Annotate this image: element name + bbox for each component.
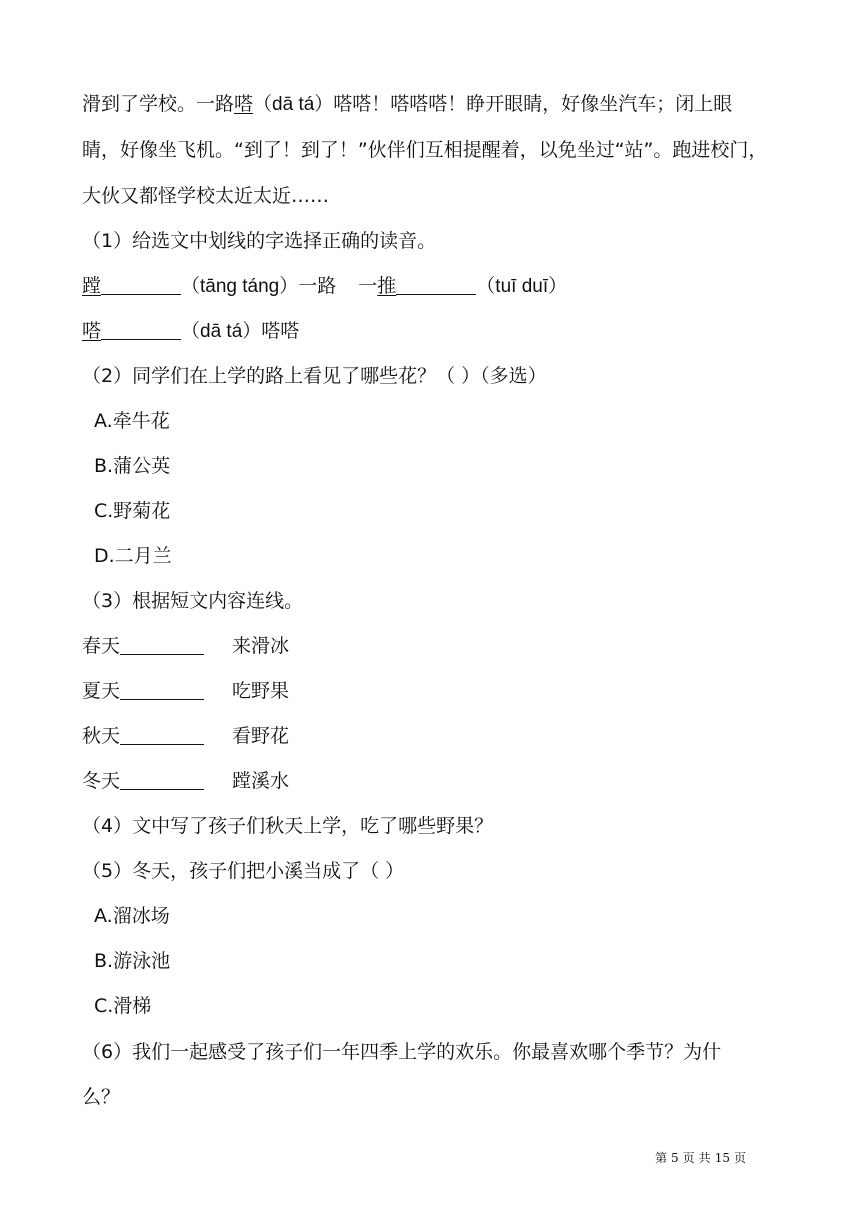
matching-row xyxy=(82,679,289,703)
answer-blank[interactable] xyxy=(101,276,181,295)
option-c[interactable]: C.野菊花 xyxy=(94,500,171,522)
matching-line[interactable] xyxy=(120,771,204,790)
matching-row xyxy=(82,634,289,658)
underlined-char: 推 xyxy=(377,275,397,297)
option-b[interactable]: B.蒲公英 xyxy=(94,455,171,477)
passage-line-2: 睛，好像坐飞机。“到了！到了！”伙伴们互相提醒着，以免坐过“站”。跑进校门， xyxy=(82,139,768,161)
page-number: 5 xyxy=(671,1151,679,1165)
footer-text: 页 xyxy=(682,1151,695,1165)
option-c[interactable]: C.滑梯 xyxy=(94,995,152,1017)
season-label: 春天 xyxy=(82,635,121,657)
question-5-title: （5）冬天，孩子们把小溪当成了（ ） xyxy=(82,860,405,882)
question-6-line-2: 么？ xyxy=(82,1086,121,1108)
season-label: 夏天 xyxy=(82,680,121,702)
underlined-char: 嗒 xyxy=(234,93,254,115)
question-3-title: （3）根据短文内容连线。 xyxy=(82,590,304,612)
pinyin-options: （dā tá）嗒嗒 xyxy=(181,321,300,342)
matching-row xyxy=(82,724,289,748)
activity-label: 蹚溪水 xyxy=(232,770,290,792)
pinyin-options: （tāng táng）一路 xyxy=(181,276,337,297)
season-label: 冬天 xyxy=(82,770,121,792)
option-a[interactable]: A.溜冰场 xyxy=(94,905,170,927)
question-2-title: （2）同学们在上学的路上看见了哪些花？（ ）（多选） xyxy=(82,365,547,387)
passage-line-1 xyxy=(82,92,732,117)
option-a[interactable]: A.牵牛花 xyxy=(94,410,170,432)
underlined-char: 嗒 xyxy=(82,320,102,342)
matching-row xyxy=(82,769,289,793)
prefix-text: 一 xyxy=(358,275,378,297)
passage-line-3: 大伙又都怪学校太近太近…… xyxy=(82,185,330,207)
underlined-char: 蹚 xyxy=(82,275,102,297)
question-1-row-2 xyxy=(82,319,299,344)
activity-label: 看野花 xyxy=(232,725,290,747)
footer-text: 共 xyxy=(698,1151,711,1165)
matching-line[interactable] xyxy=(120,681,204,700)
season-label: 秋天 xyxy=(82,725,121,747)
passage-text: （dā tá）嗒嗒！嗒嗒嗒！睁开眼睛，好像坐汽车；闭上眼 xyxy=(253,94,733,115)
activity-label: 来滑冰 xyxy=(232,635,290,657)
passage-text: 滑到了学校。一路 xyxy=(82,93,235,115)
question-4-title: （4）文中写了孩子们秋天上学，吃了哪些野果？ xyxy=(82,815,494,837)
answer-blank[interactable] xyxy=(396,276,476,295)
question-1-title: （1）给选文中划线的字选择正确的读音。 xyxy=(82,230,437,252)
question-1-row-1 xyxy=(82,274,567,299)
option-d[interactable]: D.二月兰 xyxy=(94,545,172,567)
question-6-line-1: （6）我们一起感受了孩子们一年四季上学的欢乐。你最喜欢哪个季节？为什 xyxy=(82,1041,722,1063)
activity-label: 吃野果 xyxy=(232,680,290,702)
total-pages: 15 xyxy=(714,1151,730,1165)
option-b[interactable]: B.游泳池 xyxy=(94,950,171,972)
pinyin-options: （tuī duī） xyxy=(476,276,568,297)
footer-text: 第 xyxy=(655,1151,668,1165)
matching-line[interactable] xyxy=(120,726,204,745)
footer-text: 页 xyxy=(733,1151,746,1165)
matching-line[interactable] xyxy=(120,636,204,655)
answer-blank[interactable] xyxy=(101,321,181,340)
page-footer xyxy=(655,1150,750,1166)
